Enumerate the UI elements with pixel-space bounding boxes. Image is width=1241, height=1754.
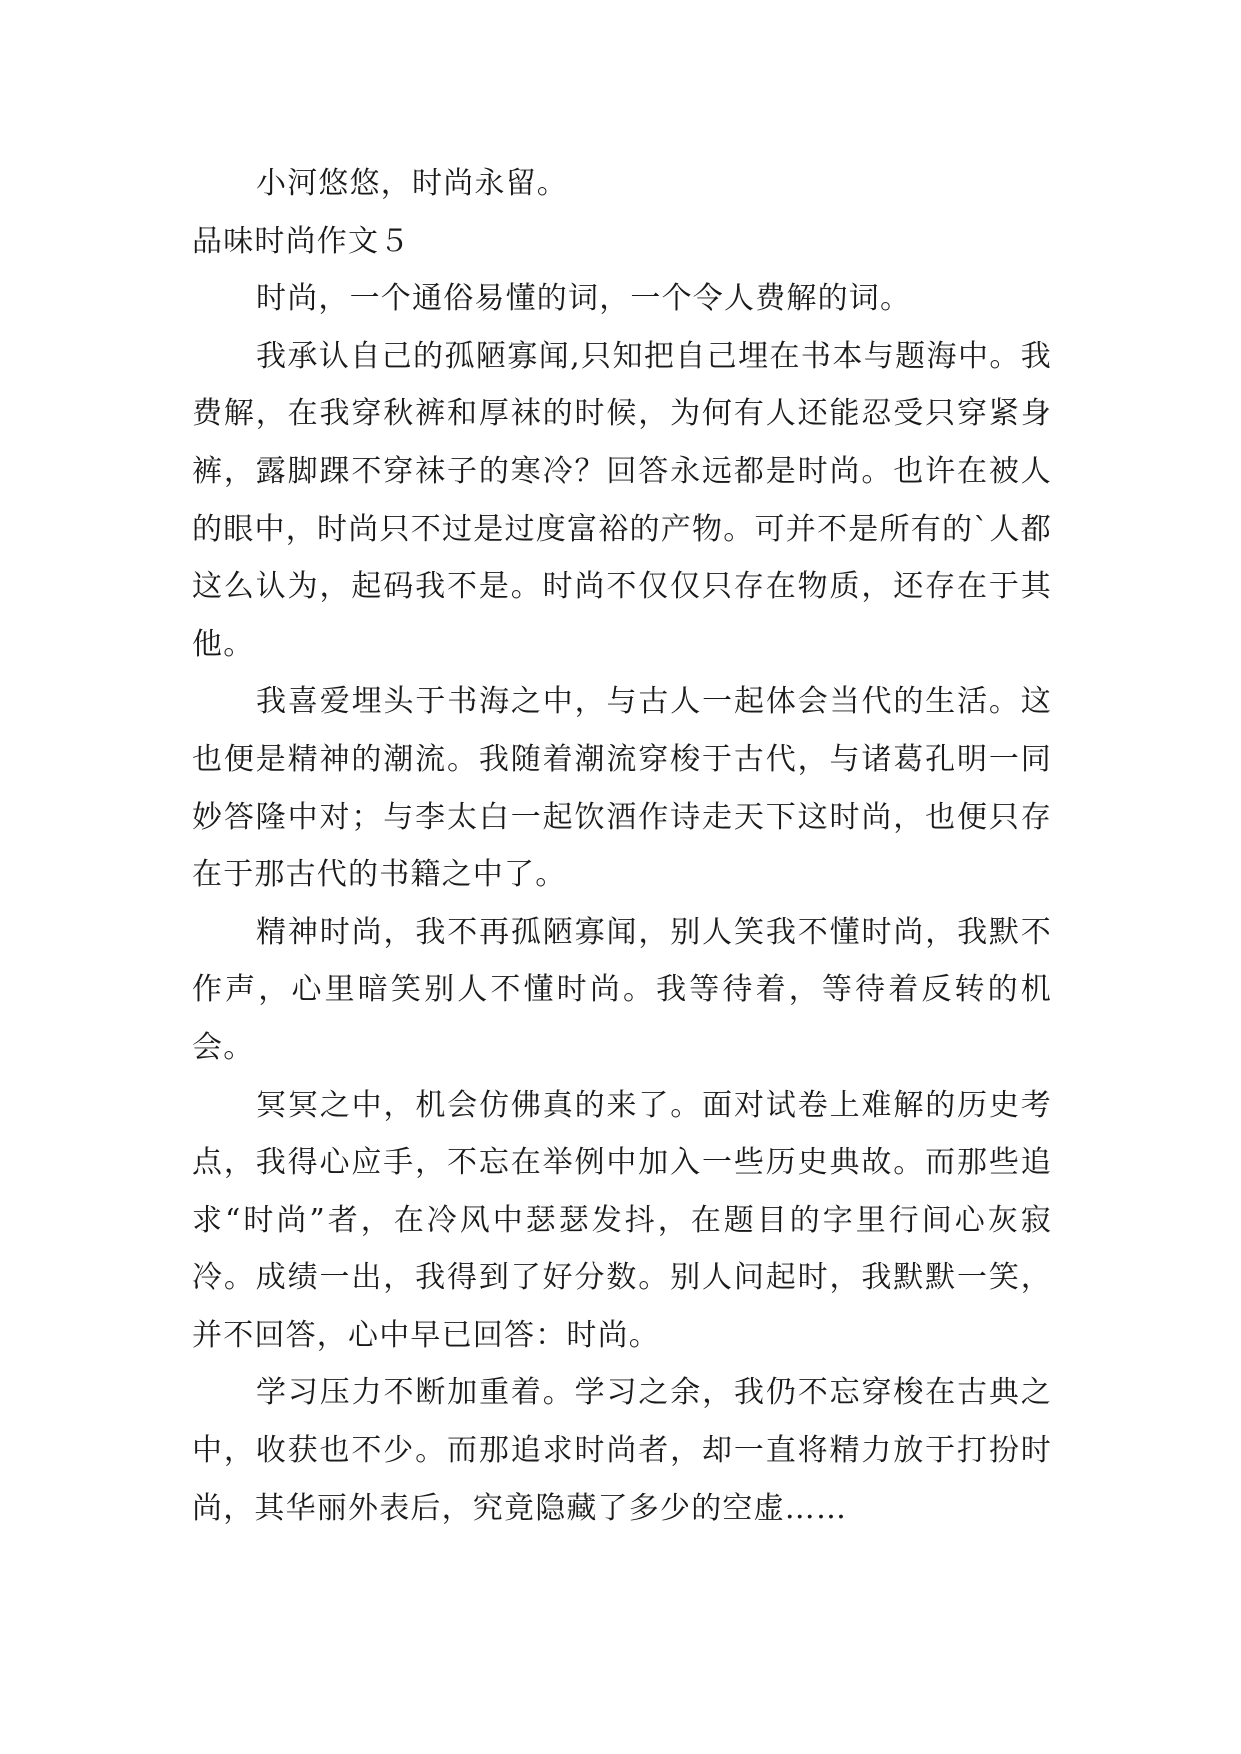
paragraph-intro: 时尚，一个通俗易懂的词，一个令人费解的词。 <box>256 281 912 317</box>
paragraph-body-1: 我承认自己的孤陋寡闻,只知把自己埋在书本与题海中。我费解，在我穿秋裤和厚袜的时候，为何有人还能忍受只穿紧身裤，露脚踝不穿袜子的寒冷？回答永远都是时尚。也许在被人的眼中，时尚只不过是过度富裕的产物。可并不是所有的`人都这么认为，起码我不是。时尚不仅仅只存在物质，还存在于其他。 <box>192 338 1052 662</box>
paragraph-body-3: 精神时尚，我不再孤陋寡闻，别人笑我不懂时尚，我默不作声，心里暗笑别人不懂时尚。我等待着，等待着反转的机会。 <box>192 914 1052 1065</box>
paragraph-closing-line: 小河悠悠，时尚永留。 <box>256 166 568 201</box>
paragraph-body-5: 学习压力不断加重着。学习之余，我仍不忘穿梭在古典之中，收获也不少。而那追求时尚者，却一直将精力放于打扮时尚，其华丽外表后，究竟隐藏了多少的空虚…… <box>192 1375 1052 1526</box>
document-body <box>192 155 1052 1537</box>
paragraph-body-4: 冥冥之中，机会仿佛真的来了。面对试卷上难解的历史考点，我得心应手，不忘在举例中加入一些历史典故。而那些追求“时尚”者，在冷风中瑟瑟发抖，在题目的字里行间心灰寂冷。成绩一出，我得到了好分数。别人问起时，我默默一笑，并不回答，心中早已回答：时尚。 <box>192 1087 1052 1353</box>
section-heading: 品味时尚作文５ <box>192 223 411 259</box>
paragraph-body-2: 我喜爱埋头于书海之中，与古人一起体会当代的生活。这也便是精神的潮流。我随着潮流穿梭于古代，与诸葛孔明一同妙答隆中对；与李太白一起饮酒作诗走天下这时尚，也便只存在于那古代的书籍之中了。 <box>192 684 1052 893</box>
